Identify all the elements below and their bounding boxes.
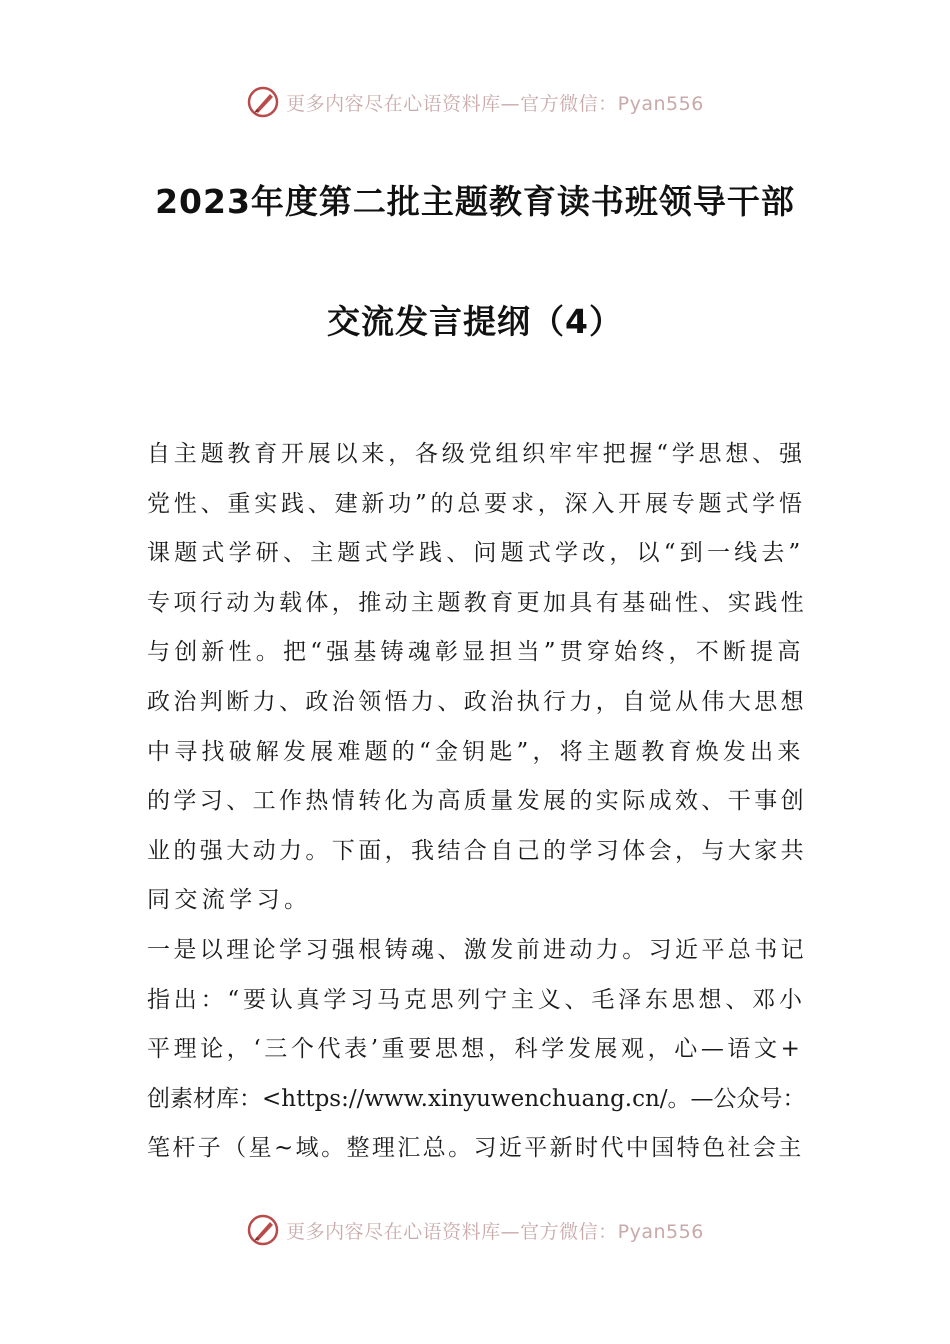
- title-text: 交流发言提纲（4）: [327, 302, 623, 341]
- header-watermark: [0, 82, 950, 122]
- document-title-line-2: [0, 296, 950, 343]
- body-text: [147, 430, 807, 1174]
- body-line: 自主题教育开展以来，各级党组织牢牢把握“学思想、强: [147, 441, 806, 467]
- watermark-text: 更多内容尽在心语资料库—官方微信：Pyan556: [286, 92, 704, 115]
- body-line: 与创新性。把“强基铸魂彰显担当”贯穿始终，不断提高: [147, 639, 805, 666]
- pen-seal-icon: [246, 85, 280, 119]
- footer-watermark: [0, 1210, 950, 1250]
- watermark-text: 更多内容尽在心语资料库—官方微信：Pyan556: [286, 1220, 704, 1243]
- body-line: 平理论，‘三个代表’重要思想，科学发展观，心—语文+: [147, 1036, 804, 1063]
- body-line: 课题式学研、主题式学践、问题式学改，以“到一线去”: [147, 540, 805, 567]
- body-line: 政治判断力、政治领悟力、政治执行力，自觉从伟大思想: [147, 688, 807, 715]
- title-text: 2023年度第二批主题教育读书班领导干部: [155, 182, 795, 221]
- pen-seal-icon: [246, 1213, 280, 1247]
- body-line: 业的强大动力。下面，我结合自己的学习体会，与大家共: [147, 837, 807, 864]
- body-line: 的学习、工作热情转化为高质量发展的实际成效、干事创: [147, 788, 807, 815]
- body-line: 创素材库：<https://www.xinyuwenchuang.cn/。—公众号：: [147, 1085, 806, 1112]
- body-line: 专项行动为载体，推动主题教育更加具有基础性、实践性: [147, 589, 807, 616]
- body-line: 一是以理论学习强根铸魂、激发前进动力。习近平总书记: [147, 936, 807, 963]
- body-line: 笔杆子（星~域。整理汇总。习近平新时代中国特色社会主: [147, 1135, 804, 1162]
- document-title-line-1: [0, 176, 950, 223]
- body-line: 指出：“要认真学习马克思列宁主义、毛泽东思想、邓小: [147, 986, 806, 1013]
- body-line: 中寻找破解发展难题的“金钥匙”，将主题教育焕发出来: [147, 738, 805, 765]
- body-line: 同交流学习。: [147, 887, 312, 914]
- body-line: 党性、重实践、建新功”的总要求，深入开展专题式学悟: [147, 490, 806, 517]
